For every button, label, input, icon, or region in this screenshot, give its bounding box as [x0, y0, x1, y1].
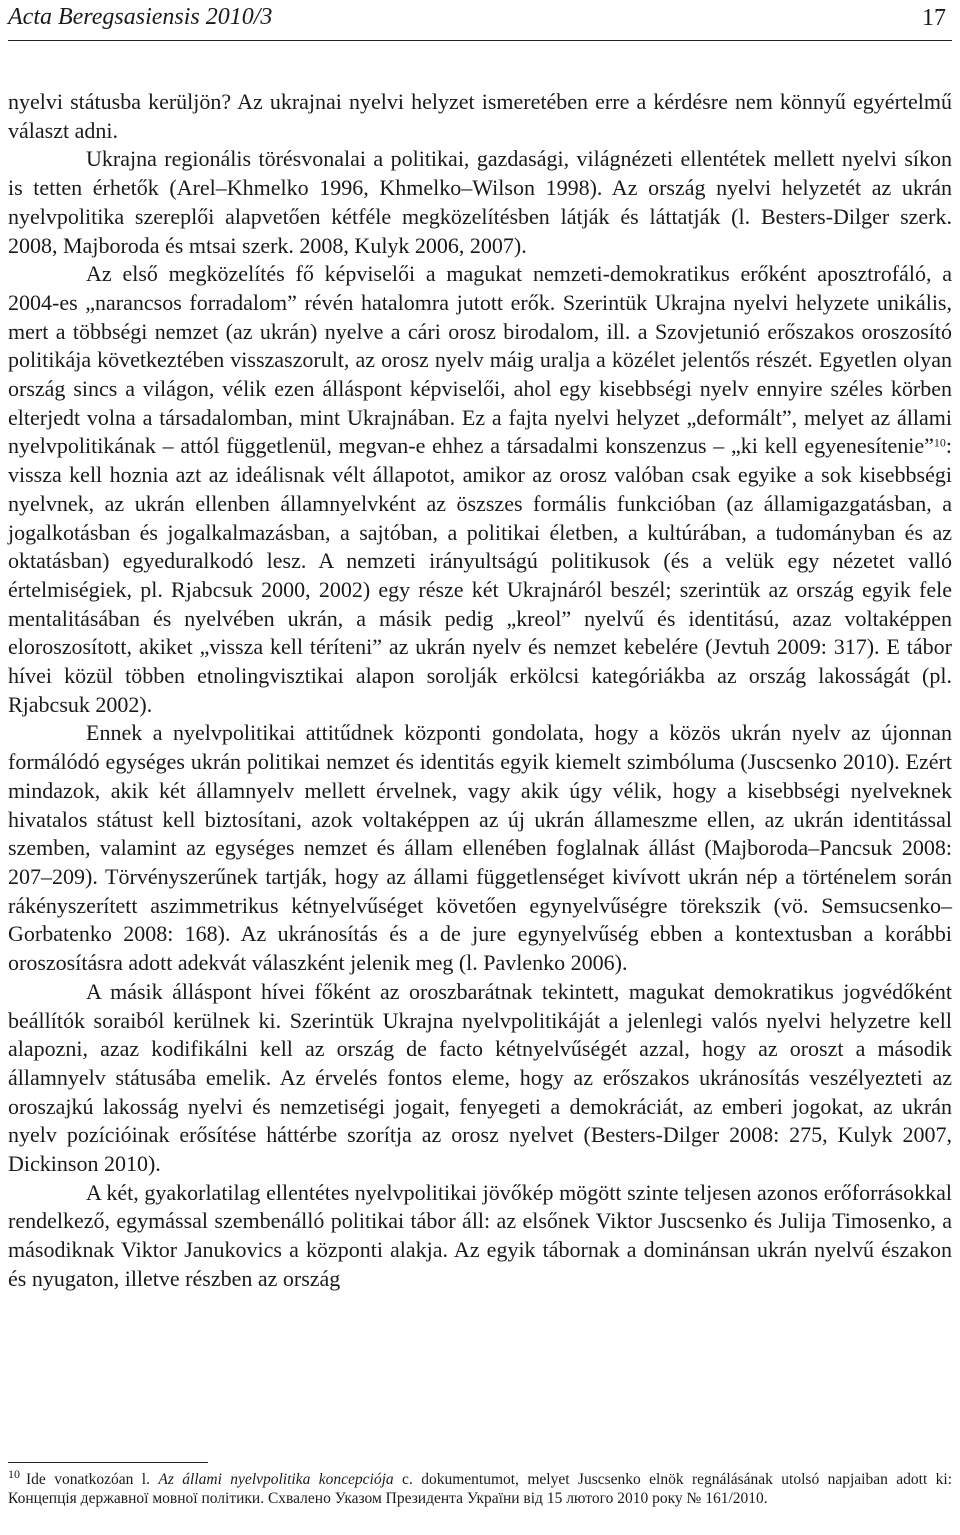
paragraph-5: A másik álláspont hívei főként az oroszbarátnak tekintett, magukat demokratikus jogvédőként beállítók soraiból kerülnek ki. Szerintük Ukrajna nyelvpolitikáját a jelenlegi valós nyelvi helyzetre kell alapozni, azaz kodifikálni kell az ország de facto kétnyelvűségét azzal, hogy az oroszt a második államnyelv státusába emelik. Az érvelés fontos eleme, hogy az erőszakos ukránosítás veszélyezteti az oroszajkú lakosság nyelvi és nemzetiségi jogait, fenyegeti a demokráciát, az emberi jogokat, az ukrán nyelv pozícióinak erősítése háttérbe szorítja az orosz nyelvet (Besters-Dilger 2008: 275, Kulyk 2007, Dickinson 2010).: [8, 978, 952, 1177]
paragraph-3: [8, 260, 952, 719]
paragraph-4: Ennek a nyelvpolitikai attitűdnek központi gondolata, hogy a közös ukrán nyelv az újonnan formálódó egységes ukrán politikai nemzet és identitás egyik kiemelt szimbóluma (Juscsenko 2010). Ezért mindazok, akik két államnyelv mellett érvelnek, vagy akik úgy vélik, hogy a kisebbségi nyelveknek hivatalos státust kell biztosítani, azok voltaképpen az új ukrán állameszme ellen, az ukrán identitással szemben, valamint az egységes nemzet és állam ellenében foglalnak állást (Majboroda–Pancsuk 2008: 207–209). Törvényszerűnek tartják, hogy az állami függetlenséget kivívott ukrán nép a történelem során rákényszerített aszimmetrikus kétnyelvűséget követően egynyelvűségre törekszik (vö. Semsucsenko–Gorbatenko 2008: 168). Az ukránosítás és a de jure egynyelvűség ebben a kontextusban a korábbi oroszosításra adott adekvát válaszként jelenik meg (l. Pavlenko 2006).: [8, 720, 952, 976]
footnote-divider: [8, 1462, 208, 1463]
paragraph-6: A két, gyakorlatilag ellentétes nyelvpolitikai jövőkép mögött szinte teljesen azonos erőforrásokkal rendelkező, egymással szembenálló politikai tábor áll: az elsőnek Viktor Juscsenko és Julija Timosenko, a másodiknak Viktor Janukovics a központi alakja. Az egyik tábornak a dominánsan ukrán nyelvű északon és nyugaton, illetve részben az ország: [8, 1179, 952, 1291]
page-number: 17: [922, 5, 946, 31]
footnote-text: c. dokumentumot, melyet Juscsenko elnök regnálásának utolsó napjaiban adott ki: Концепція державної мовної політики. Схвалено Указом Президента України від 15 лютого 2010 року № 161/2010.: [8, 1471, 953, 1507]
footnote-cited-title: Az állami nyelvpolitika koncepciója: [158, 1471, 394, 1488]
body-text: [8, 88, 952, 1294]
footnote-number: 10: [8, 1467, 20, 1481]
running-header: [8, 0, 952, 41]
footnote-prefix: Ide vonatkozóan l.: [26, 1471, 150, 1488]
paragraph-3-text-b: : vissza kell hoznia azt az ideálisnak vélt állapotot, amikor az orosz valóban csak egyike a sok kisebbségi nyelvnek, az ukrán ellenben államnyelvként az öszszes formális funkcióban (az államigazgatásban, a jogalkotásban és jogalkalmazásban, a sajtóban, a politikai életben, a kultúrában, a tudományban és az oktatásban) egyeduralkodó lesz. A nemzeti irányultságú politikusok (és a velük egy nézetet valló értelmiségiek, pl. Rjabcsuk 2000, 2002) egy része két Ukrajnáról beszél; szerintük az ország egyik fele mentalitásában és nyelvében ukrán, a másik pedig „kreol” nyelvű és identitású, azaz voltaképpen eloroszosított, akiket „vissza kell téríteni” az ukrán nyelv és nemzet kebelére (Jevtuh 2009: 317). E tábor hívei közül többen etnolingvisztikai alapon sorolják erkölcsi kategóriákba az ország lakosságát (pl. Rjabcsuk 2002).: [8, 433, 952, 717]
paragraph-3-text-a: Az első megközelítés fő képviselői a magukat nemzeti-demokratikus erőként aposztrofáló, a 2004-es „narancsos forradalom” révén hatalomra jutott erők. Szerintük Ukrajna nyelvi helyzete unikális, mert a többségi nemzet (az ukrán) nyelve a cári orosz birodalom, ill. a Szovjetunió erőszakos oroszosító politikája következtében visszaszorult, az orosz nyelv máig uralja a közélet jelentős részét. Egyetlen olyan ország sincs a világon, vélik ezen álláspont képviselői, ahol egy kisebbségi nyelv ennyire széles körben elterjedt volna a társadalomban, mint Ukrajnában. Ez a fajta nyelvi helyzet „deformált”, melyet az állami nyelvpolitikának – attól függetlenül, megvan-e ehhez a társadalmi konszenzus – „ki kell egyenesítenie”: [8, 261, 952, 459]
paragraph-2: Ukrajna regionális törésvonalai a politikai, gazdasági, világnézeti ellentétek mellett nyelvi síkon is tetten érhetők (Arel–Khmelko 1996, Khmelko–Wilson 1998). Az ország nyelvi helyzetét az ukrán nyelvpolitika szereplői alapvetően kétféle megközelítésben látják és láttatják (l. Besters-Dilger szerk. 2008, Majboroda és mtsai szerk. 2008, Kulyk 2006, 2007).: [8, 146, 952, 258]
paragraph-1: nyelvi státusba kerüljön? Az ukrajnai nyelvi helyzet ismeretében erre a kérdésre nem könnyű egyértelmű választ adni.: [8, 89, 952, 143]
footnote: [8, 1467, 953, 1508]
footnote-reference[interactable]: 10: [933, 435, 946, 450]
journal-title: Acta Beregsasiensis 2010/3: [8, 4, 273, 30]
